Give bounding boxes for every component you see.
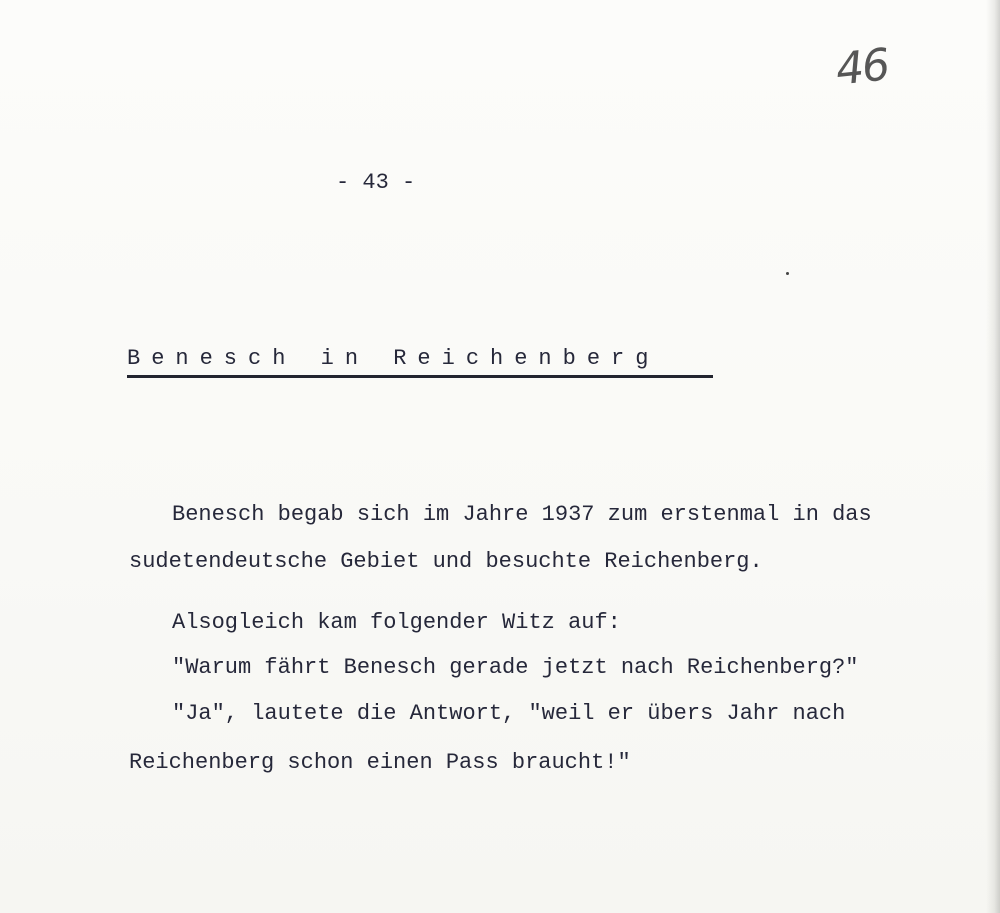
text-line-6: Reichenberg schon einen Pass braucht!" bbox=[129, 750, 631, 775]
ink-speck bbox=[786, 272, 789, 275]
page-edge-shadow bbox=[986, 0, 1000, 913]
section-heading: Benesch in Reichenberg bbox=[127, 346, 660, 371]
text-line-4: "Warum fährt Benesch gerade jetzt nach Reichenberg?" bbox=[172, 655, 859, 680]
page-number: - 43 - bbox=[336, 170, 416, 195]
text-line-1: Benesch begab sich im Jahre 1937 zum erstenmal in das bbox=[172, 502, 872, 527]
text-line-5: "Ja", lautete die Antwort, "weil er übers Jahr nach bbox=[172, 701, 846, 726]
text-line-3: Alsogleich kam folgender Witz auf: bbox=[172, 610, 621, 635]
heading-underline bbox=[127, 375, 713, 378]
handwritten-archive-number: 46 bbox=[833, 39, 891, 96]
text-line-2: sudetendeutsche Gebiet und besuchte Reichenberg. bbox=[129, 549, 763, 574]
